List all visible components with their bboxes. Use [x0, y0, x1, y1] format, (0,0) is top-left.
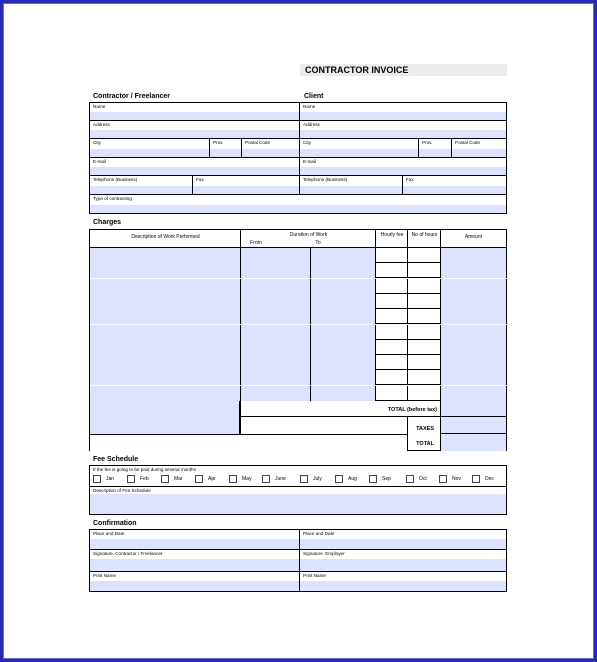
contractor-city-field[interactable]: [90, 139, 210, 158]
table-cell[interactable]: [408, 386, 441, 401]
checkbox[interactable]: [406, 475, 414, 483]
table-cell[interactable]: [376, 386, 408, 401]
client-telephone-field[interactable]: [300, 176, 403, 195]
field-label: Address: [93, 122, 110, 127]
col-duration-header: Duration of Work: [289, 232, 328, 238]
table-cell[interactable]: [311, 294, 376, 309]
taxes-field[interactable]: [440, 417, 507, 434]
col-amount-header: Amount: [464, 234, 483, 240]
table-cell[interactable]: [441, 248, 507, 263]
field-label: City: [93, 140, 101, 145]
client-heading: Client: [304, 93, 324, 100]
table-cell[interactable]: [90, 309, 241, 324]
table-cell[interactable]: [241, 386, 311, 401]
table-cell[interactable]: [311, 248, 376, 263]
table-cell[interactable]: [441, 263, 507, 278]
place-date-left-field[interactable]: [90, 530, 300, 550]
table-row: [89, 386, 507, 401]
table-row: [89, 370, 507, 385]
table-cell[interactable]: [241, 263, 311, 278]
table-cell[interactable]: [376, 263, 408, 278]
table-cell[interactable]: [311, 355, 376, 370]
col-from-header: From: [250, 240, 262, 246]
fee-schedule-box: [89, 465, 507, 515]
table-cell[interactable]: [408, 279, 441, 294]
table-cell[interactable]: [441, 340, 507, 355]
month-option[interactable]: [472, 475, 494, 483]
month-label: Aug: [348, 476, 357, 482]
month-label: Jan: [106, 476, 115, 482]
table-cell[interactable]: [408, 294, 441, 309]
table-row: [89, 248, 507, 263]
client-address-field[interactable]: [300, 121, 506, 139]
contractor-address-field[interactable]: [90, 121, 300, 139]
client-email-field[interactable]: [300, 158, 506, 176]
field-label: Prov.: [422, 140, 433, 145]
table-cell[interactable]: [376, 294, 408, 309]
table-cell[interactable]: [311, 263, 376, 278]
checkbox[interactable]: [229, 475, 237, 483]
table-cell[interactable]: [376, 279, 408, 294]
month-label: May: [242, 476, 252, 482]
month-option[interactable]: [406, 475, 427, 483]
table-cell[interactable]: [90, 355, 241, 370]
month-option[interactable]: [127, 475, 149, 483]
table-row: [89, 294, 507, 309]
field-label: Print Name: [93, 573, 116, 578]
fee-schedule-heading: Fee Schedule: [93, 456, 139, 463]
col-description-header: Description of Work Performed: [131, 234, 200, 240]
contractor-email-field[interactable]: [90, 158, 300, 176]
checkbox[interactable]: [335, 475, 343, 483]
field-label: E-mail: [93, 159, 107, 164]
client-city-field[interactable]: [300, 139, 419, 158]
contractor-prov-field[interactable]: [210, 139, 242, 158]
place-date-right-field[interactable]: [300, 530, 506, 550]
month-label: Dec: [485, 476, 494, 482]
contractor-postal-field[interactable]: [242, 139, 300, 158]
month-option[interactable]: [300, 475, 322, 483]
checkbox[interactable]: [369, 475, 377, 483]
print-name-right-field[interactable]: [300, 572, 506, 591]
print-name-left-field[interactable]: [90, 572, 300, 591]
table-cell[interactable]: [311, 340, 376, 355]
contractor-heading: Contractor / Freelancer: [93, 93, 171, 100]
invoice-title: CONTRACTOR INVOICE: [300, 64, 507, 76]
checkbox[interactable]: [161, 475, 169, 483]
month-option[interactable]: [335, 475, 357, 483]
field-label: Place and Date: [93, 531, 125, 536]
total-label: TOTAL: [416, 441, 434, 447]
table-cell[interactable]: [408, 325, 441, 340]
table-cell[interactable]: [241, 325, 311, 340]
field-label: Telephone (Business): [93, 177, 138, 182]
table-cell[interactable]: [376, 370, 408, 385]
party-info-box: [89, 102, 507, 214]
field-label: Signature, Employer: [303, 551, 345, 556]
col-hours-header: No of hours: [411, 232, 438, 238]
table-cell[interactable]: [241, 248, 311, 263]
month-option[interactable]: [161, 475, 183, 483]
table-cell[interactable]: [90, 325, 241, 340]
field-label: Prov.: [213, 140, 224, 145]
fee-schedule-note: If the fee is going to be paid during several months: [93, 467, 196, 472]
table-cell[interactable]: [408, 263, 441, 278]
contracting-type-field[interactable]: [90, 195, 506, 213]
field-label: Type of contracting: [93, 196, 132, 201]
table-cell[interactable]: [311, 325, 376, 340]
charges-heading: Charges: [93, 219, 122, 226]
table-row: [89, 279, 507, 294]
table-cell[interactable]: [441, 309, 507, 324]
contractor-telephone-field[interactable]: [90, 176, 193, 195]
table-cell[interactable]: [90, 340, 241, 355]
month-label: Apr: [208, 476, 216, 482]
fee-description-field[interactable]: [90, 494, 506, 514]
field-label: Fax: [196, 177, 204, 182]
signature-contractor-field[interactable]: [90, 550, 300, 572]
taxes-label: TAXES: [416, 426, 434, 432]
charges-notes-area[interactable]: [89, 401, 240, 435]
total-field[interactable]: [440, 434, 507, 451]
table-cell[interactable]: [90, 279, 241, 294]
field-label: Print Name: [303, 573, 326, 578]
table-cell[interactable]: [441, 325, 507, 340]
table-cell[interactable]: [376, 325, 408, 340]
month-option[interactable]: [93, 475, 114, 483]
month-option[interactable]: [262, 475, 286, 483]
table-cell[interactable]: [376, 355, 408, 370]
field-label: E-mail: [303, 159, 317, 164]
month-option[interactable]: [439, 475, 461, 483]
checkbox[interactable]: [262, 475, 270, 483]
table-cell[interactable]: [408, 340, 441, 355]
table-cell[interactable]: [311, 370, 376, 385]
col-hourly-header: Hourly fee: [380, 232, 404, 238]
table-cell[interactable]: [408, 248, 441, 263]
table-cell[interactable]: [311, 279, 376, 294]
table-cell[interactable]: [311, 386, 376, 401]
field-label: Telephone (Business): [303, 177, 348, 182]
month-label: Mar: [174, 476, 183, 482]
table-cell[interactable]: [90, 294, 241, 309]
table-cell[interactable]: [90, 263, 241, 278]
table-cell[interactable]: [241, 309, 311, 324]
table-cell[interactable]: [90, 386, 241, 401]
charges-header: [89, 229, 507, 248]
table-cell[interactable]: [441, 370, 507, 385]
col-to-header: To: [315, 240, 321, 246]
table-cell[interactable]: [441, 279, 507, 294]
table-cell[interactable]: [441, 294, 507, 309]
checkbox[interactable]: [195, 475, 203, 483]
field-label: Signature, Contractor / Freelancer: [93, 551, 163, 556]
month-label: July: [313, 476, 322, 482]
field-label: Fax: [406, 177, 414, 182]
table-cell[interactable]: [241, 279, 311, 294]
client-fax-field[interactable]: [403, 176, 506, 195]
table-cell[interactable]: [408, 370, 441, 385]
table-cell[interactable]: [311, 309, 376, 324]
field-label: City: [303, 140, 311, 145]
table-row: [89, 309, 507, 324]
table-row: [89, 325, 507, 340]
month-label: Sep: [382, 476, 391, 482]
signature-employer-field[interactable]: [300, 550, 506, 572]
table-cell[interactable]: [376, 309, 408, 324]
table-cell[interactable]: [441, 386, 507, 401]
month-option[interactable]: [195, 475, 216, 483]
field-label: Postal Code: [455, 140, 481, 145]
table-cell[interactable]: [90, 248, 241, 263]
checkbox[interactable]: [127, 475, 135, 483]
total-before-tax-field[interactable]: [440, 401, 507, 416]
confirmation-box: [89, 529, 507, 592]
table-cell[interactable]: [241, 340, 311, 355]
contractor-fax-field[interactable]: [193, 176, 300, 195]
table-cell[interactable]: [376, 340, 408, 355]
checkbox[interactable]: [93, 475, 101, 483]
field-label: Name: [93, 104, 106, 109]
table-cell[interactable]: [241, 355, 311, 370]
table-row: [89, 355, 507, 370]
month-option[interactable]: [229, 475, 251, 483]
table-cell[interactable]: [241, 370, 311, 385]
checkbox[interactable]: [439, 475, 447, 483]
field-label: Name: [303, 104, 316, 109]
month-option[interactable]: [369, 475, 391, 483]
client-postal-field[interactable]: [452, 139, 506, 158]
month-label: Nov: [452, 476, 461, 482]
client-name-field[interactable]: [300, 103, 506, 121]
field-label: Place and Date: [303, 531, 335, 536]
checkbox[interactable]: [472, 475, 480, 483]
total-before-tax-label: TOTAL (before tax): [387, 407, 437, 413]
table-cell[interactable]: [376, 248, 408, 263]
table-cell[interactable]: [241, 294, 311, 309]
month-label: Feb: [140, 476, 149, 482]
checkbox[interactable]: [300, 475, 308, 483]
month-label: June: [275, 476, 286, 482]
confirmation-heading: Confirmation: [93, 520, 137, 527]
client-prov-field[interactable]: [419, 139, 452, 158]
month-label: Oct: [419, 476, 427, 482]
table-cell[interactable]: [90, 370, 241, 385]
table-cell[interactable]: [408, 355, 441, 370]
table-cell[interactable]: [441, 355, 507, 370]
fee-description-label: Description of Fee Schedule: [93, 488, 151, 493]
table-row: [89, 340, 507, 355]
field-label: Address: [303, 122, 320, 127]
field-label: Postal Code: [245, 140, 271, 145]
table-row: [89, 263, 507, 278]
table-cell[interactable]: [408, 309, 441, 324]
contractor-name-field[interactable]: [90, 103, 300, 121]
